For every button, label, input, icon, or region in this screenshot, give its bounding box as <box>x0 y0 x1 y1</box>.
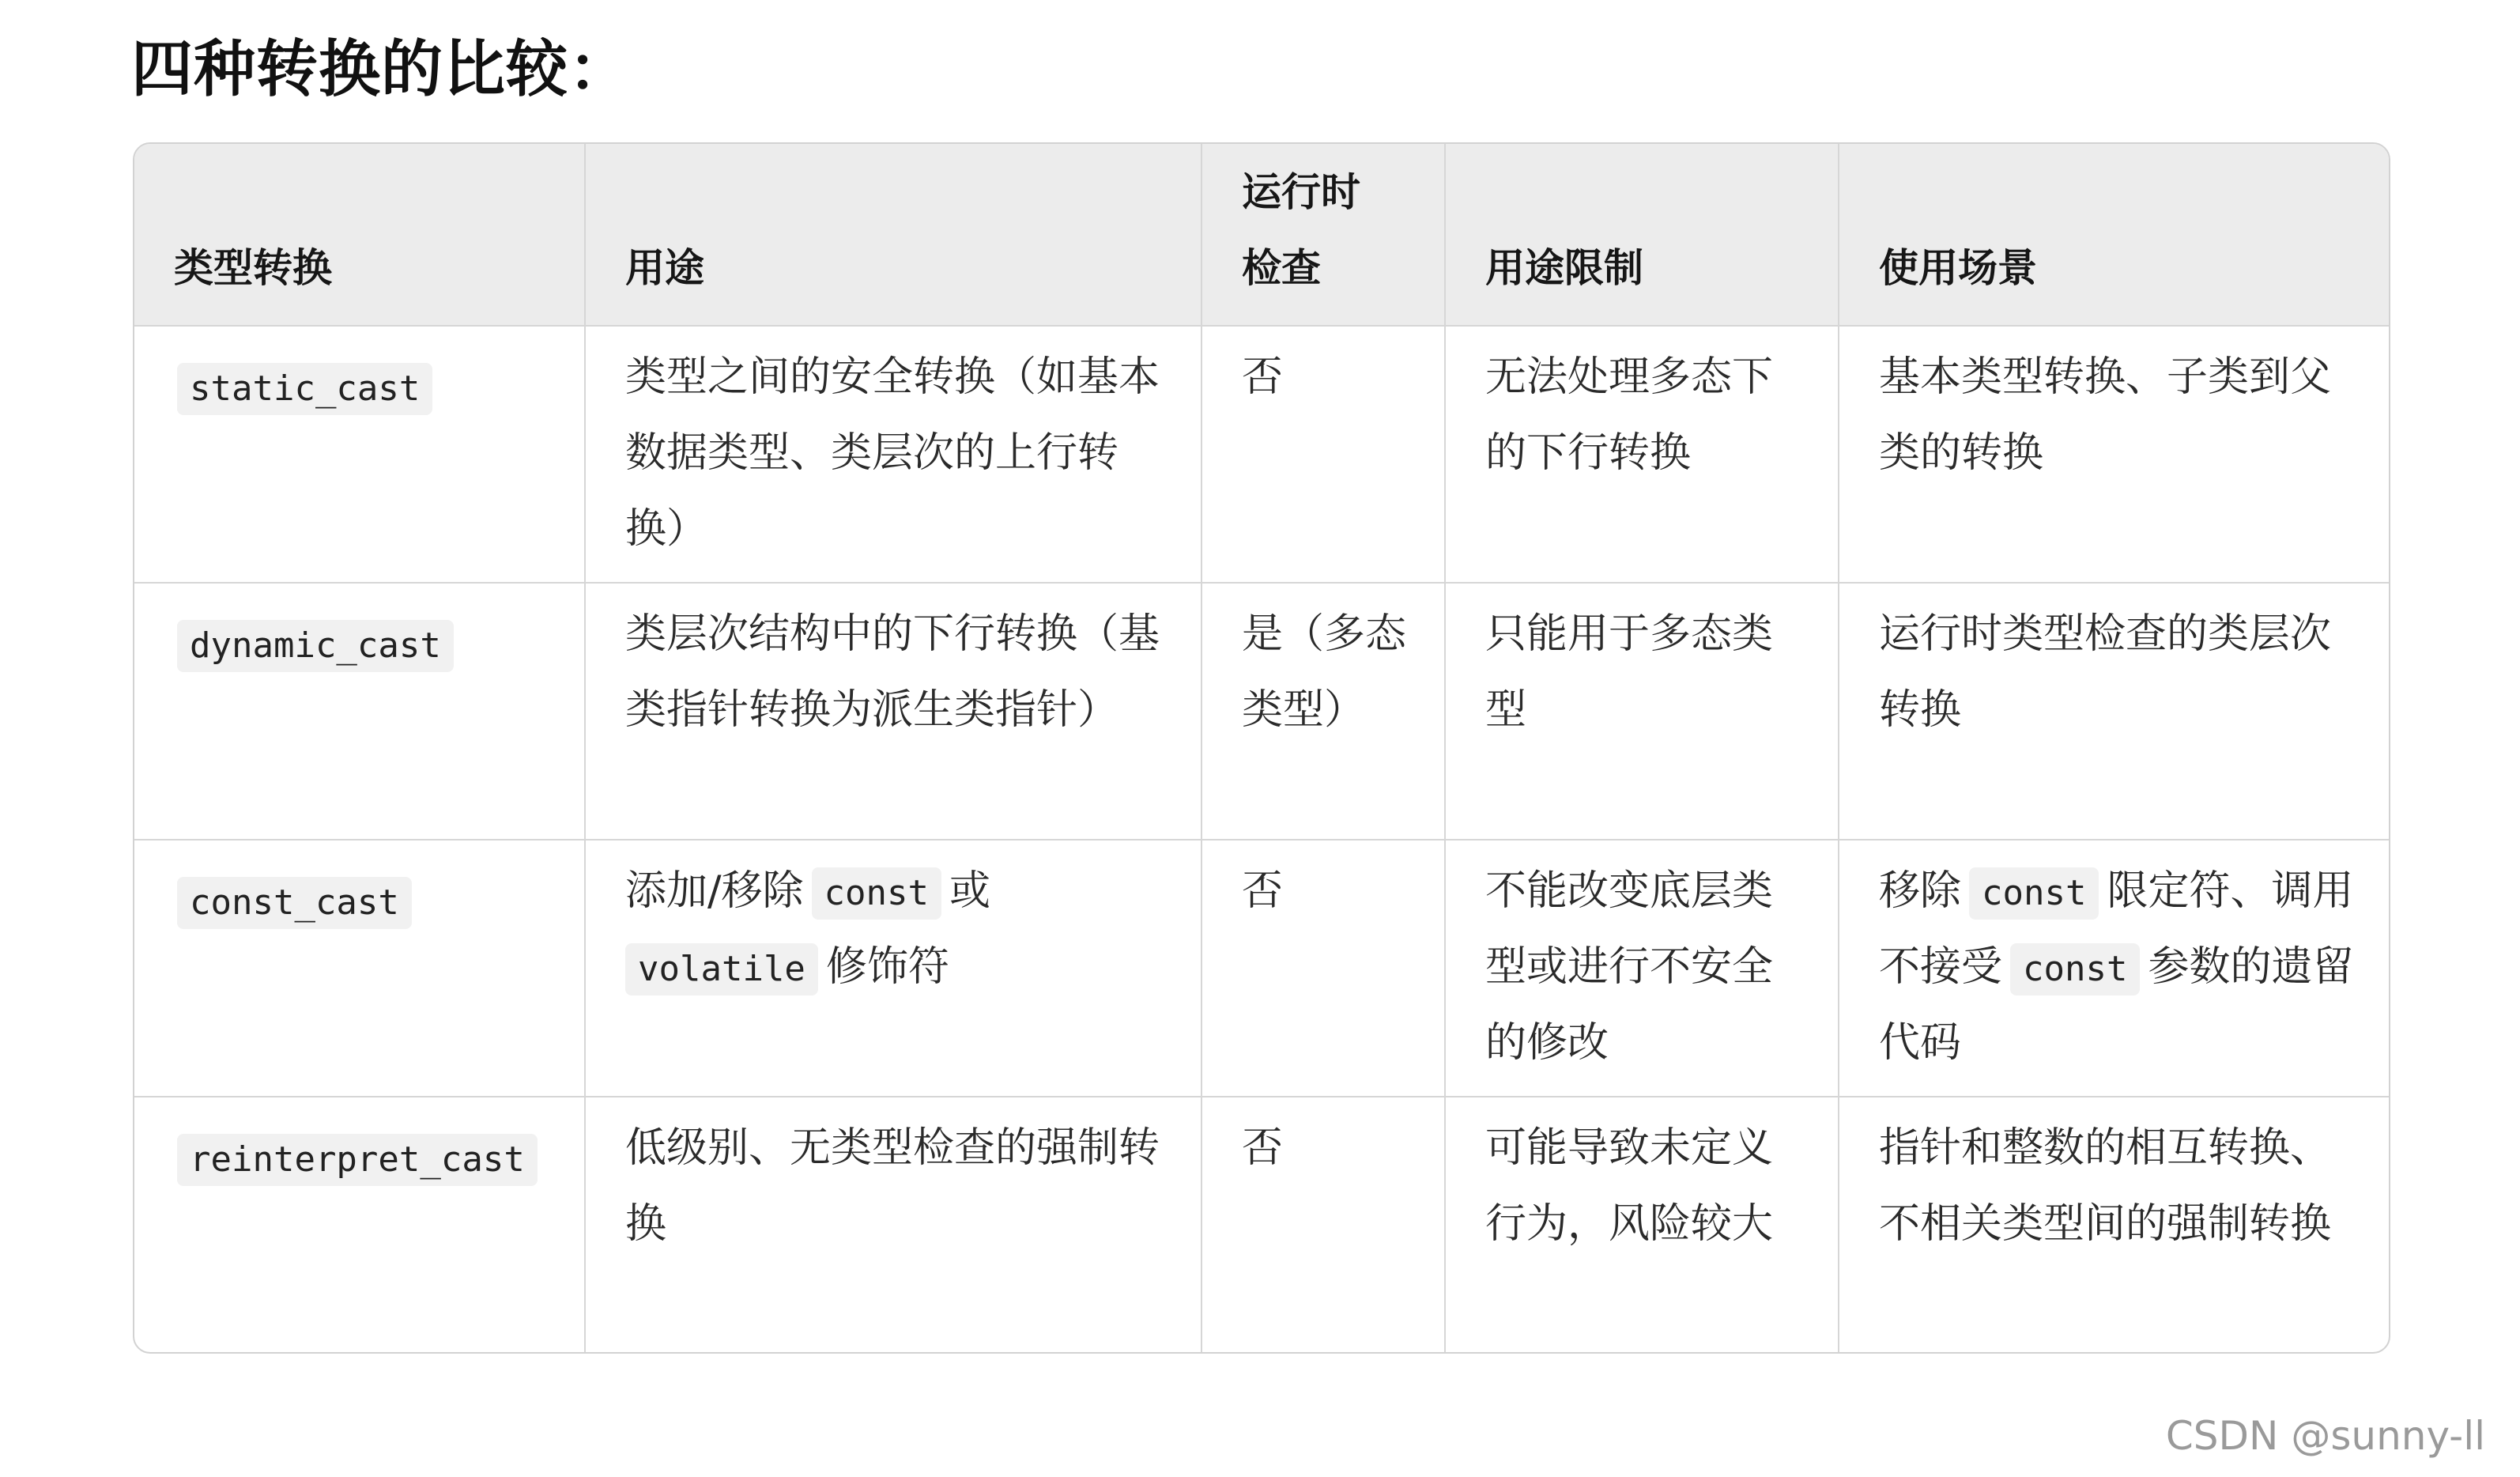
cell-runtime-check: 否 <box>1202 1097 1445 1354</box>
purpose-suffix: 修饰符 <box>825 943 949 991</box>
cell-limitation: 不能改变底层类型或进行不安全的修改 <box>1445 840 1839 1097</box>
cell-purpose: 类层次结构中的下行转换（基类指针转换为派生类指针） <box>585 583 1202 840</box>
code-const: const <box>812 867 941 920</box>
code-const: const <box>2010 943 2140 995</box>
table-row <box>134 840 2390 1097</box>
header-scenario: 使用场景 <box>1839 144 2390 326</box>
cell-purpose <box>585 840 1202 1097</box>
cell-runtime-check: 是（多态类型） <box>1202 583 1445 840</box>
cell-runtime-check: 否 <box>1202 840 1445 1097</box>
code-dynamic-cast: dynamic_cast <box>177 620 454 672</box>
header-limitation: 用途限制 <box>1445 144 1839 326</box>
table-row <box>134 1097 2390 1354</box>
cell-limitation: 可能导致未定义行为，风险较大 <box>1445 1097 1839 1354</box>
header-purpose: 用途 <box>585 144 1202 326</box>
purpose-prefix: 添加/移除 <box>625 867 804 915</box>
watermark: CSDN @sunny-ll <box>2165 1413 2485 1459</box>
scenario-middle: 限定符、调用不接受 <box>1879 867 2354 991</box>
table-row <box>134 326 2390 583</box>
cell-scenario: 基本类型转换、子类到父类的转换 <box>1839 326 2390 583</box>
code-reinterpret-cast: reinterpret_cast <box>177 1134 538 1186</box>
table-header-row <box>134 144 2390 326</box>
cell-runtime-check: 否 <box>1202 326 1445 583</box>
header-runtime-check-line2: 检查 <box>1242 245 1321 291</box>
table-row <box>134 583 2390 840</box>
header-type: 类型转换 <box>134 144 585 326</box>
cell-scenario: 运行时类型检查的类层次转换 <box>1839 583 2390 840</box>
cell-type <box>134 840 585 1097</box>
comparison-table <box>133 142 2390 1354</box>
code-static-cast: static_cast <box>177 363 432 415</box>
cell-limitation: 无法处理多态下的下行转换 <box>1445 326 1839 583</box>
cell-scenario: 指针和整数的相互转换、不相关类型间的强制转换 <box>1839 1097 2390 1354</box>
purpose-middle: 或 <box>949 867 990 915</box>
code-volatile: volatile <box>625 943 818 995</box>
code-const: const <box>1969 867 2099 920</box>
scenario-suffix: 参数的遗留代码 <box>1879 943 2354 1067</box>
code-const-cast: const_cast <box>177 877 412 929</box>
cell-purpose: 类型之间的安全转换（如基本数据类型、类层次的上行转换） <box>585 326 1202 583</box>
header-runtime-check-line1: 运行时 <box>1242 169 1360 215</box>
cell-type <box>134 326 585 583</box>
header-runtime-check <box>1202 144 1445 326</box>
scenario-prefix: 移除 <box>1879 867 1962 915</box>
cell-type <box>134 1097 585 1354</box>
cell-limitation: 只能用于多态类型 <box>1445 583 1839 840</box>
cell-scenario <box>1839 840 2390 1097</box>
cell-purpose: 低级别、无类型检查的强制转换 <box>585 1097 1202 1354</box>
page-title: 四种转换的比较： <box>131 34 632 105</box>
cell-type <box>134 583 585 840</box>
